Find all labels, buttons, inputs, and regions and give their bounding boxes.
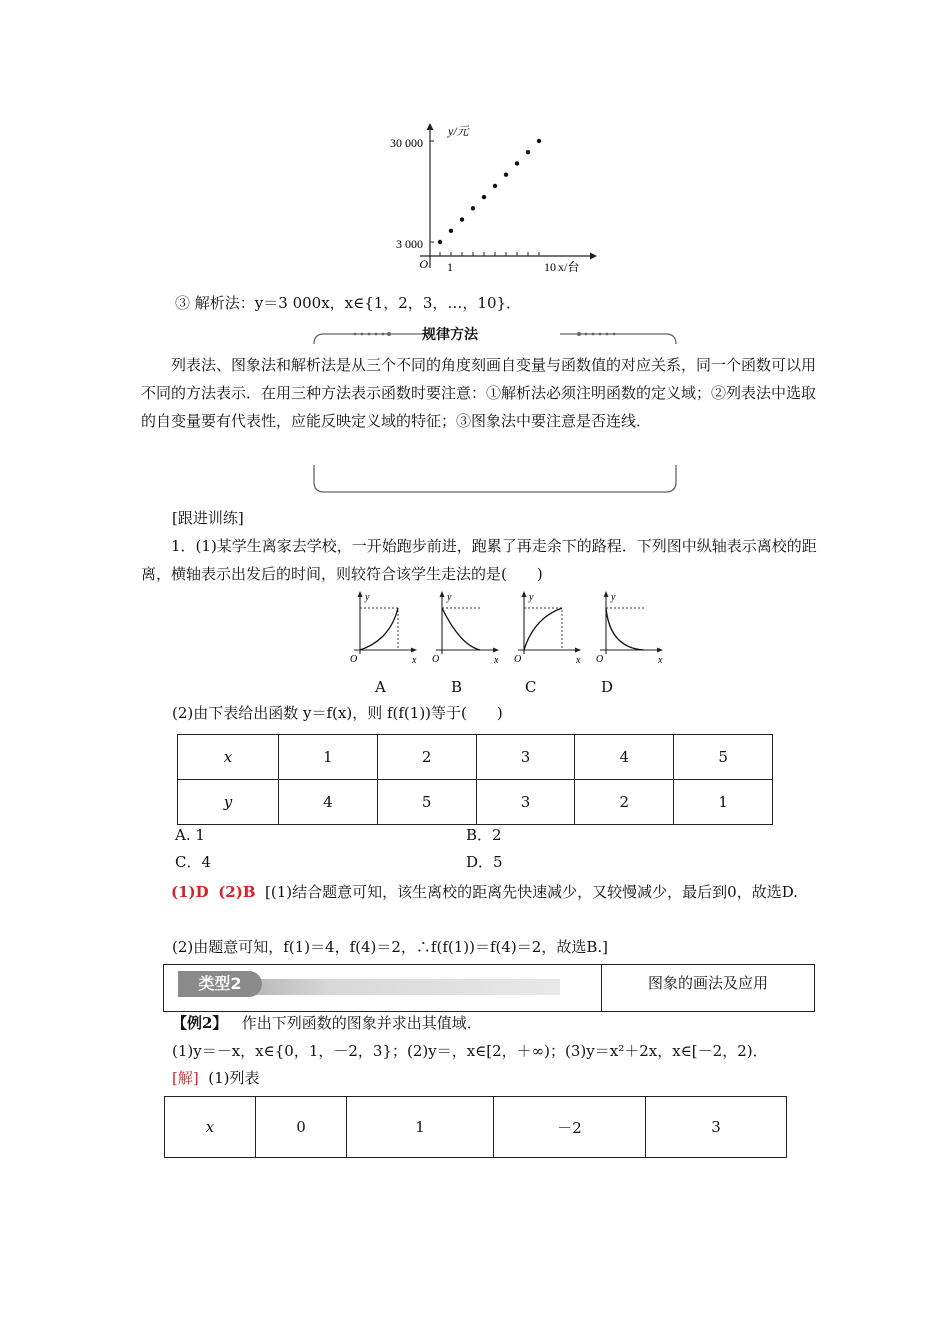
data-point <box>482 195 486 199</box>
table-cell: 1 <box>674 780 773 825</box>
table-cell: x <box>178 735 279 780</box>
option-letter-d: D <box>601 678 614 696</box>
analytic-method-line: ③ 解析法：y＝3 000x，x∈{1，2，3，…，10}． <box>175 294 522 312</box>
chart-axes <box>420 123 597 268</box>
answer-2: (2)B <box>218 883 256 901</box>
table-cell: 4 <box>279 780 378 825</box>
x-tick-label-1: 1 <box>447 260 453 274</box>
table-row-y <box>178 780 773 825</box>
y-axis-arrow <box>440 591 445 597</box>
x-label: x <box>576 655 581 666</box>
data-point <box>537 139 541 143</box>
choice-d: D．5 <box>466 853 503 871</box>
x-axis-arrow <box>411 648 417 653</box>
table-cell: －2 <box>494 1097 646 1158</box>
x-label: x <box>494 655 499 666</box>
answer-solution-1: (1)D (2)B [(1)结合题意可知，该生离校的距离先快速减少，又较慢减少，最后到0，故选D. <box>171 883 798 901</box>
type-badge: 类型2 <box>178 971 262 997</box>
question-2-text: (2)由下表给出函数 y＝f(x)，则 f(f(1))等于( ) <box>172 704 503 722</box>
origin-label: O <box>350 654 358 665</box>
table-cell: 5 <box>377 780 476 825</box>
table-cell: 1 <box>347 1097 494 1158</box>
data-point <box>504 172 508 176</box>
function-table <box>177 734 773 825</box>
data-point <box>493 184 497 188</box>
curve <box>524 608 562 650</box>
type-header <box>163 964 815 1012</box>
method-box-text: 列表法、图象法和解析法是从三个不同的角度刻画自变量与函数值的对应关系，同一个函数可以用不同的方法表示．在用三种方法表示函数时要注意：①解析法必须注明函数的定义域；②列表法中选取的自变量要有代表性，应能反映定义域的特征；③图象法中要注意是否连线． <box>141 356 817 430</box>
y-axis-arrow <box>604 591 609 597</box>
table-row-x <box>178 735 773 780</box>
table-cell: 1 <box>279 735 378 780</box>
table-cell: y <box>178 780 279 825</box>
dashed-guide <box>360 608 398 650</box>
y-axis-label: y/元 <box>448 124 469 138</box>
example-2-solution: [解] (1)列表 <box>172 1069 260 1087</box>
option-graph-d <box>596 591 663 666</box>
x-axis-label: x/台 <box>558 260 580 274</box>
method-box-title: 规律方法 <box>422 327 478 343</box>
table-cell: 3 <box>476 780 575 825</box>
x-label: x <box>658 655 663 666</box>
y-label: y <box>365 592 370 603</box>
origin-label: O <box>514 654 522 665</box>
table-cell: 2 <box>377 735 476 780</box>
origin-label: O <box>432 654 440 665</box>
y-tick-label-30000: 30 000 <box>390 136 423 150</box>
type-title: 图象的画法及应用 <box>647 974 768 992</box>
y-label: y <box>447 592 452 603</box>
data-point <box>515 161 519 165</box>
scatter-chart <box>390 118 600 278</box>
option-letter-b: B <box>451 678 463 696</box>
x-label: x <box>412 655 417 666</box>
table-row <box>165 1097 787 1158</box>
data-point <box>460 217 464 221</box>
example-2-line: 【例2】 作出下列函数的图象并求出其值域． <box>172 1014 482 1032</box>
y-label: y <box>529 592 534 603</box>
option-graph-b <box>432 591 499 666</box>
table-cell: 3 <box>646 1097 787 1158</box>
data-point <box>449 229 453 233</box>
solution-table <box>164 1096 787 1158</box>
table-cell: 0 <box>256 1097 347 1158</box>
question-1-text: 1．(1)某学生离家去学校，一开始跑步前进，跑累了再走余下的路程．下列图中纵轴表示离校的距离，横轴表示出发后的时间，则较符合该学生走法的是( ) <box>141 537 817 583</box>
choice-a: A. 1 <box>175 826 205 844</box>
table-cell: 4 <box>575 735 674 780</box>
example-2-items: (1)y＝－x，x∈{0，1，－2，3}；(2)y＝，x∈[2，＋∞)；(3)y＝x²＋2x，x∈[－2，2)． <box>172 1042 768 1060</box>
choice-b: B．2 <box>466 826 502 844</box>
x-axis-arrow <box>493 648 499 653</box>
practice-heading: [跟进训练] <box>172 509 244 527</box>
table-cell: 3 <box>476 735 575 780</box>
option-letter-a: A <box>375 678 386 696</box>
x-axis-arrow <box>575 648 581 653</box>
table-cell: x <box>165 1097 256 1158</box>
data-point <box>471 206 475 210</box>
origin-label: O <box>419 257 428 271</box>
choice-c: C．4 <box>175 853 212 871</box>
origin-label: O <box>596 654 604 665</box>
curve <box>442 608 480 650</box>
dashed-guide <box>524 608 562 650</box>
x-axis-arrow <box>657 648 663 653</box>
answer-solution-2: (2)由题意可知，f(1)＝4，f(4)＝2，∴f(f(1))＝f(4)＝2，故选B.] <box>172 938 608 956</box>
option-graphs <box>330 590 670 670</box>
answer-1: (1)D <box>171 883 209 901</box>
x-axis-arrow <box>590 253 597 260</box>
table-cell: 2 <box>575 780 674 825</box>
option-graph-a <box>350 591 417 666</box>
x-tick-label-10: 10 <box>544 260 556 274</box>
y-label: y <box>611 592 616 603</box>
y-axis-arrow <box>358 591 363 597</box>
option-graph-c <box>514 591 581 666</box>
y-tick-label-3000: 3 000 <box>396 237 423 251</box>
curve <box>360 608 398 650</box>
y-axis-arrow <box>427 123 434 130</box>
data-points <box>438 139 541 244</box>
y-axis-arrow <box>522 591 527 597</box>
table-cell: 5 <box>674 735 773 780</box>
data-point <box>438 240 442 244</box>
curve <box>606 608 644 650</box>
analytic-formula: y＝3 000x，x∈{1，2，3，…，10}． <box>254 294 522 312</box>
option-letter-c: C <box>525 678 537 696</box>
data-point <box>526 150 530 154</box>
